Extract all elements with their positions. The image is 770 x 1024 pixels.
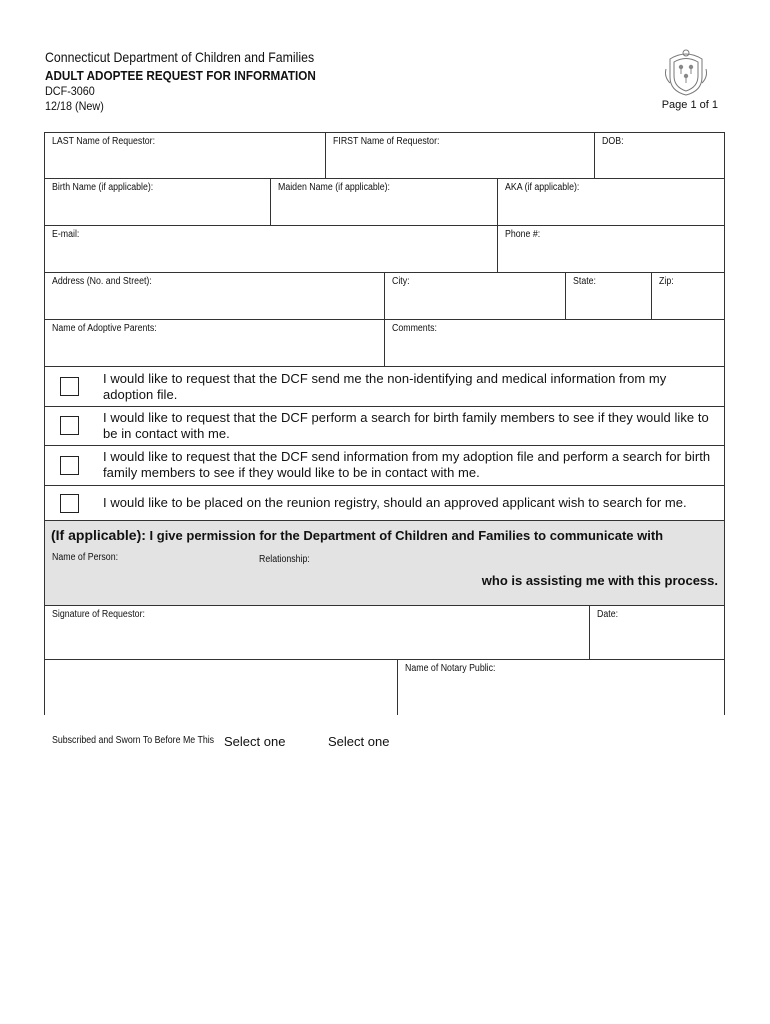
assist-text: who is assisting me with this process. — [481, 573, 718, 588]
adoptive-parents-label: Name of Adoptive Parents: — [52, 323, 157, 334]
dob-label: DOB: — [602, 136, 624, 147]
last-name-field[interactable] — [44, 132, 326, 179]
state-field[interactable] — [565, 272, 652, 320]
day-select[interactable]: Select one — [224, 734, 286, 749]
form-code: DCF-3060 — [45, 84, 95, 98]
date-field[interactable] — [589, 605, 725, 660]
relationship-label: Relationship: — [259, 554, 310, 565]
city-field[interactable] — [384, 272, 566, 320]
request-form — [44, 132, 725, 714]
form-title: ADULT ADOPTEE REQUEST FOR INFORMATION — [45, 68, 316, 83]
signature-label: Signature of Requestor: — [52, 609, 145, 620]
zip-label: Zip: — [659, 276, 674, 287]
maiden-name-label: Maiden Name (if applicable): — [278, 182, 391, 193]
email-field[interactable] — [44, 225, 498, 273]
phone-field[interactable] — [497, 225, 725, 273]
date-label: Date: — [597, 609, 619, 620]
first-name-field[interactable] — [325, 132, 595, 179]
form-revision: 12/18 (New) — [45, 99, 104, 113]
option-1-checkbox[interactable] — [60, 377, 79, 396]
last-name-label: LAST Name of Requestor: — [52, 136, 156, 147]
signature-field[interactable] — [44, 605, 590, 660]
option-2-checkbox[interactable] — [60, 416, 79, 435]
agency-name: Connecticut Department of Children and Families — [45, 49, 315, 65]
option-3-checkbox[interactable] — [60, 456, 79, 475]
first-name-label: FIRST Name of Requestor: — [333, 136, 440, 147]
phone-label: Phone #: — [505, 229, 541, 240]
email-label: E-mail: — [52, 229, 80, 240]
city-label: City: — [392, 276, 410, 287]
birth-name-field[interactable] — [44, 178, 271, 226]
address-field[interactable] — [44, 272, 385, 320]
aka-label: AKA (if applicable): — [505, 182, 580, 193]
option-3-text: I would like to request that the DCF send information from my adoption file and perform a search for birth family members to see if they would like to be in contact with me. — [103, 449, 711, 480]
address-label: Address (No. and Street): — [52, 276, 152, 287]
notary-signature-field[interactable] — [44, 659, 398, 715]
option-4-checkbox[interactable] — [60, 494, 79, 513]
zip-field[interactable] — [651, 272, 725, 320]
state-seal-icon — [662, 47, 710, 97]
option-row-2 — [44, 406, 725, 446]
adoptive-parents-field[interactable] — [44, 319, 385, 367]
comments-label: Comments: — [392, 323, 437, 334]
permission-section — [44, 520, 725, 606]
notary-name-field[interactable] — [397, 659, 725, 715]
maiden-name-field[interactable] — [270, 178, 498, 226]
person-name-label: Name of Person: — [52, 552, 119, 563]
comments-field[interactable] — [384, 319, 725, 367]
aka-field[interactable] — [497, 178, 725, 226]
option-row-1 — [44, 366, 725, 407]
option-1-text: I would like to request that the DCF send me the non-identifying and medical information from my adoption file. — [103, 371, 667, 402]
option-row-4 — [44, 485, 725, 521]
option-row-3 — [44, 445, 725, 486]
permission-statement — [51, 527, 663, 543]
option-2-text: I would like to request that the DCF perform a search for birth family members to see if they would like to be in contact with me. — [103, 410, 709, 441]
page-number: Page 1 of 1 — [661, 99, 718, 111]
state-label: State: — [573, 276, 597, 287]
dob-field[interactable] — [594, 132, 725, 179]
sworn-statement: Subscribed and Sworn To Before Me This — [52, 735, 215, 746]
birth-name-label: Birth Name (if applicable): — [52, 182, 154, 193]
permission-lead: (If applicable): — [51, 527, 146, 543]
permission-text: I give permission for the Department of Children and Families to communicate with — [149, 528, 664, 543]
notary-name-label: Name of Notary Public: — [405, 663, 496, 674]
option-4-text: I would like to be placed on the reunion registry, should an approved applicant wish to search for me. — [103, 495, 687, 510]
month-select[interactable]: Select one — [328, 734, 390, 749]
